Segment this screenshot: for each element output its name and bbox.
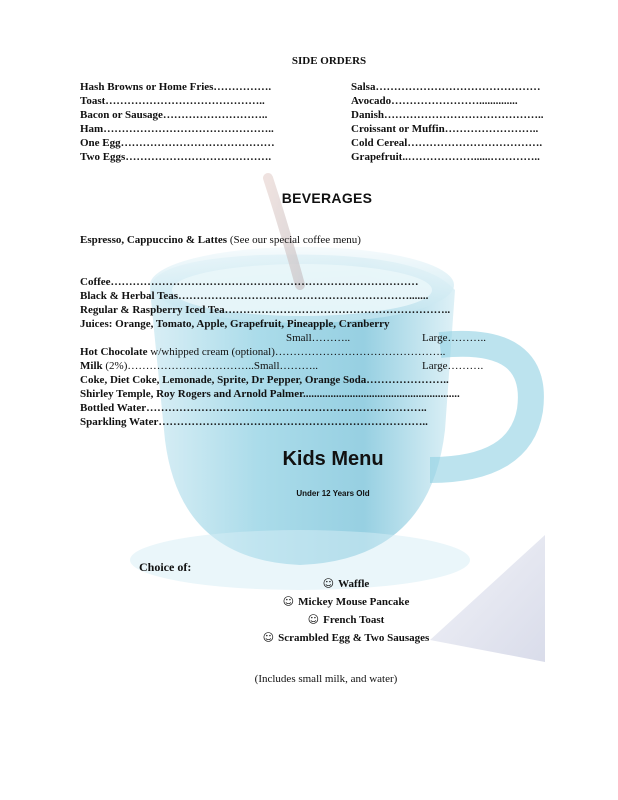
kids-item-label: French Toast [323,614,385,626]
menu-item: Salsa……………………………………… [351,81,541,93]
beverages-list [80,275,500,429]
menu-item: Grapefruit..………………......………….. [351,151,540,163]
kids-menu-subtitle: Under 12 Years Old [296,489,370,498]
kids-item [0,593,618,611]
menu-item: Cold Cereal………………………………. [351,137,543,149]
side-orders-left-column [80,80,292,164]
juices-large: Large……….. [422,332,486,344]
smiley-icon: ☺ [322,577,335,590]
espresso-note: (See our special coffee menu) [227,234,361,246]
kids-items-list [0,575,618,647]
milk-rest: (2%)……………………………..Small……….. [102,360,319,372]
hot-chocolate-rest: w/whipped cream (optional)……………………………………….. [147,346,446,358]
kids-item-label: Scrambled Egg & Two Sausages [278,632,430,644]
espresso-label: Espresso, Cappuccino & Lattes [80,234,228,246]
side-orders-right-column [351,80,563,164]
choice-label: Choice of: [139,560,192,574]
beverage-item [80,359,490,373]
kids-item [0,575,618,593]
beverages-title: BEVERAGES [281,190,373,206]
kids-menu-note: (Includes small milk, and water) [254,673,398,685]
menu-item: Danish…………………………………….. [351,109,544,121]
kids-item [0,611,618,629]
menu-item: Ham……………………………………….. [80,123,274,135]
kids-item-label: Mickey Mouse Pancake [298,596,410,608]
menu-item: Hash Browns or Home Fries……………. [80,81,272,93]
kids-menu-title: Kids Menu [282,448,384,470]
beverage-item: Coke, Diet Coke, Lemonade, Sprite, Dr Pepper, Orange Soda………………….. [80,374,449,386]
juices-sizes [80,331,490,345]
beverage-item: Shirley Temple, Roy Rogers and Arnold Palmer......................................................... [80,388,460,400]
smiley-icon: ☺ [282,595,295,608]
milk-label: Milk [80,360,103,372]
hot-chocolate-label: Hot Chocolate [80,346,148,358]
beverage-item: Sparkling Water……………………………………………………………….. [80,416,428,428]
menu-item: Croissant or Muffin…………………….. [351,123,539,135]
kids-item-label: Waffle [338,578,370,590]
menu-item: Toast…………………………………….. [80,95,265,107]
smiley-icon: ☺ [262,631,275,644]
espresso-line [80,233,500,247]
kids-item [0,629,618,647]
menu-item: Two Eggs…………………………………. [80,151,272,163]
beverage-item: Coffee………………………………………………………………………… [80,276,419,288]
menu-item: One Egg…………………………………… [80,137,275,149]
smiley-icon: ☺ [307,613,320,626]
menu-item: Bacon or Sausage……………………….. [80,109,268,121]
juices-small: Small……….. [286,332,351,344]
beverage-item [80,345,490,359]
beverage-item: Black & Herbal Teas………………………………………………………....... [80,290,429,302]
side-orders-title: SIDE ORDERS [291,55,367,67]
beverage-item: Regular & Raspberry Iced Tea…………………………………………………….. [80,304,451,316]
beverage-item: Bottled Water………………………………………………………………….. [80,402,427,414]
beverage-item: Juices: Orange, Tomato, Apple, Grapefruit, Pineapple, Cranberry [80,318,390,330]
menu-item: Avocado…………………….............. [351,95,518,107]
milk-large: Large………. [422,360,484,372]
